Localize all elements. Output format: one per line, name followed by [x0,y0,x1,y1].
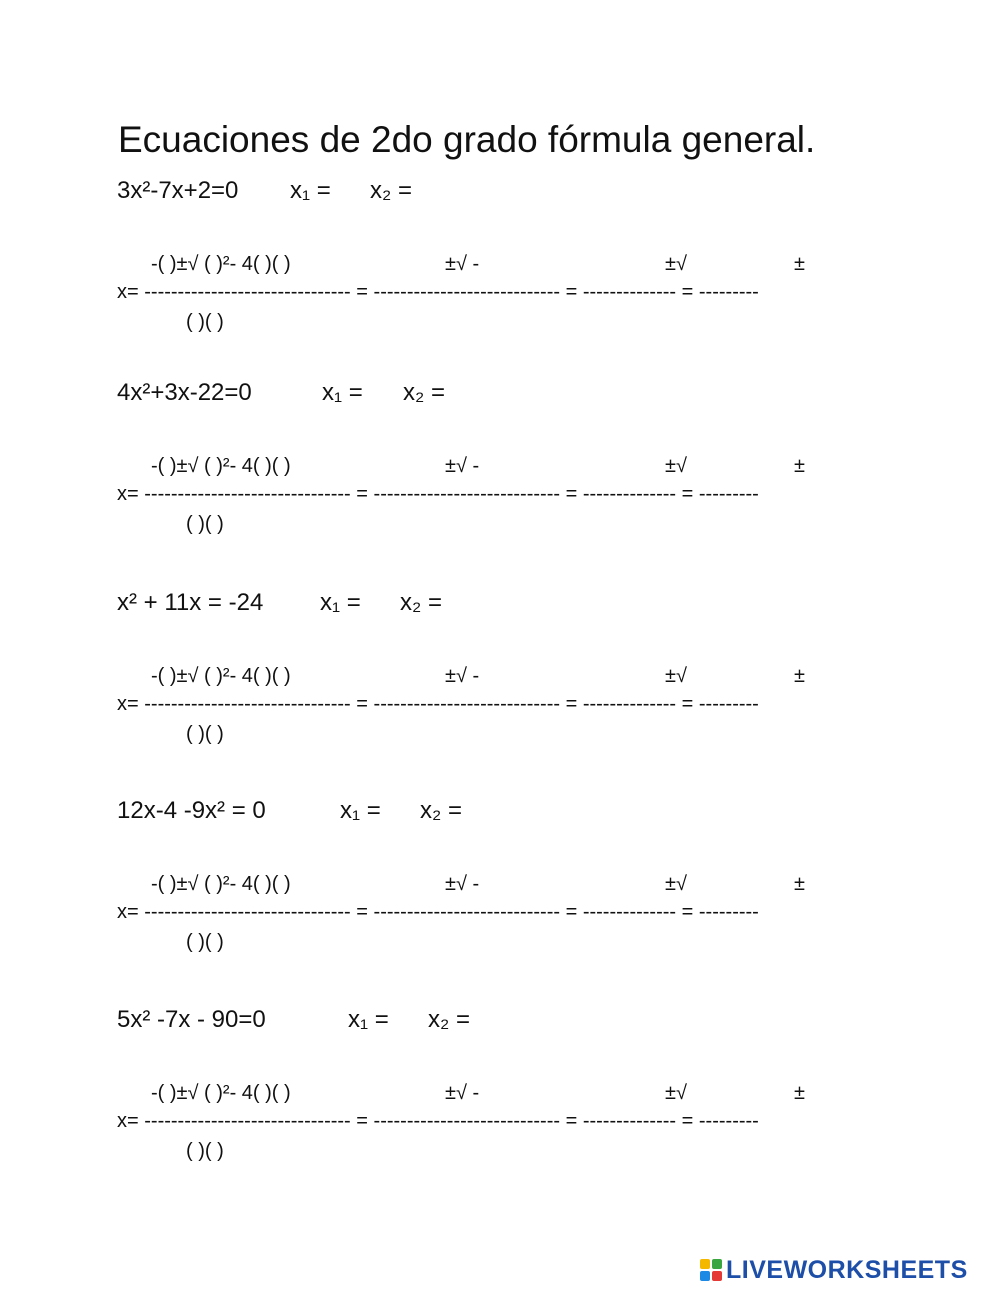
x1-answer-label[interactable]: x₁ = [340,797,381,824]
fraction-bar: ---------------------------- [373,281,561,303]
equals-sign: = [565,281,578,303]
problem-2 [0,378,1000,558]
fraction-line [117,482,759,506]
numerator-step3[interactable]: ±√ [665,873,687,895]
numerator-step4[interactable]: ± [794,665,805,687]
equals-sign: = [681,483,694,505]
x-equals-label: x= [117,1110,139,1132]
problem-5 [0,1005,1000,1185]
numerator-step1[interactable]: -( )±√ ( )²- 4( )( ) [151,873,291,895]
equals-sign: = [681,693,694,715]
fraction-line [117,1109,759,1133]
denominator[interactable]: ( )( ) [186,723,224,745]
equals-sign: = [565,1110,578,1132]
numerator-step4[interactable]: ± [794,455,805,477]
fraction-bar: -------------- [582,281,677,303]
numerator-step1[interactable]: -( )±√ ( )²- 4( )( ) [151,1082,291,1104]
equals-sign: = [681,281,694,303]
equation: 12x-4 -9x² = 0 [117,797,266,824]
equation: x² + 11x = -24 [117,589,264,616]
equals-sign: = [565,901,578,923]
x1-answer-label[interactable]: x₁ = [290,177,331,204]
x2-answer-label[interactable]: x₂ = [403,379,445,406]
equals-sign: = [565,483,578,505]
x1-answer-label[interactable]: x₁ = [322,379,363,406]
x-equals-label: x= [117,901,139,923]
x-equals-label: x= [117,693,139,715]
numerator-step2[interactable]: ±√ - [445,253,480,275]
page-title: Ecuaciones de 2do grado fórmula general. [118,119,816,160]
liveworksheets-logo-icon [700,1259,722,1281]
x1-answer-label[interactable]: x₁ = [348,1006,389,1033]
denominator[interactable]: ( )( ) [186,513,224,535]
fraction-bar: --------- [698,901,759,923]
fraction-bar: ---------------------------- [373,483,561,505]
x-equals-label: x= [117,281,139,303]
x2-answer-label[interactable]: x₂ = [370,177,412,204]
equals-sign: = [356,693,368,715]
fraction-bar: ------------------------------- [144,483,351,505]
equation: 4x²+3x-22=0 [117,379,252,406]
equation: 3x²-7x+2=0 [117,177,239,204]
equation: 5x² -7x - 90=0 [117,1006,266,1033]
numerator-step1[interactable]: -( )±√ ( )²- 4( )( ) [151,455,291,477]
fraction-bar: --------- [698,281,759,303]
equals-sign: = [356,1110,368,1132]
denominator[interactable]: ( )( ) [186,931,224,953]
fraction-bar: -------------- [582,483,677,505]
fraction-bar: ---------------------------- [373,693,561,715]
numerator-step2[interactable]: ±√ - [445,873,480,895]
fraction-bar: -------------- [582,901,677,923]
numerator-step3[interactable]: ±√ [665,1082,687,1104]
numerator-step2[interactable]: ±√ - [445,1082,480,1104]
numerator-step3[interactable]: ±√ [665,253,687,275]
fraction-bar: ---------------------------- [373,1110,561,1132]
equals-sign: = [681,901,694,923]
liveworksheets-logo[interactable] [700,1255,968,1285]
numerator-step4[interactable]: ± [794,253,805,275]
x2-answer-label[interactable]: x₂ = [428,1006,470,1033]
x2-answer-label[interactable]: x₂ = [400,589,442,616]
equals-sign: = [681,1110,694,1132]
numerator-step2[interactable]: ±√ - [445,455,480,477]
fraction-bar: ------------------------------- [144,693,351,715]
equals-sign: = [356,281,368,303]
fraction-bar: ------------------------------- [144,901,351,923]
numerator-step4[interactable]: ± [794,873,805,895]
denominator[interactable]: ( )( ) [186,311,224,333]
fraction-bar: ------------------------------- [144,281,351,303]
fraction-line [117,692,759,716]
fraction-line [117,280,759,304]
denominator[interactable]: ( )( ) [186,1140,224,1162]
fraction-bar: --------- [698,693,759,715]
fraction-bar: ---------------------------- [373,901,561,923]
problem-3 [0,588,1000,768]
fraction-bar: --------- [698,483,759,505]
x1-answer-label[interactable]: x₁ = [320,589,361,616]
x-equals-label: x= [117,483,139,505]
numerator-step1[interactable]: -( )±√ ( )²- 4( )( ) [151,665,291,687]
problem-1 [0,176,1000,356]
problem-4 [0,796,1000,976]
fraction-bar: --------- [698,1110,759,1132]
equals-sign: = [356,483,368,505]
fraction-bar: -------------- [582,693,677,715]
numerator-step4[interactable]: ± [794,1082,805,1104]
fraction-bar: ------------------------------- [144,1110,351,1132]
fraction-line [117,900,759,924]
fraction-bar: -------------- [582,1110,677,1132]
numerator-step1[interactable]: -( )±√ ( )²- 4( )( ) [151,253,291,275]
x2-answer-label[interactable]: x₂ = [420,797,462,824]
equals-sign: = [356,901,368,923]
brand-name: LIVEWORKSHEETS [726,1255,968,1284]
equals-sign: = [565,693,578,715]
numerator-step3[interactable]: ±√ [665,665,687,687]
numerator-step2[interactable]: ±√ - [445,665,480,687]
numerator-step3[interactable]: ±√ [665,455,687,477]
